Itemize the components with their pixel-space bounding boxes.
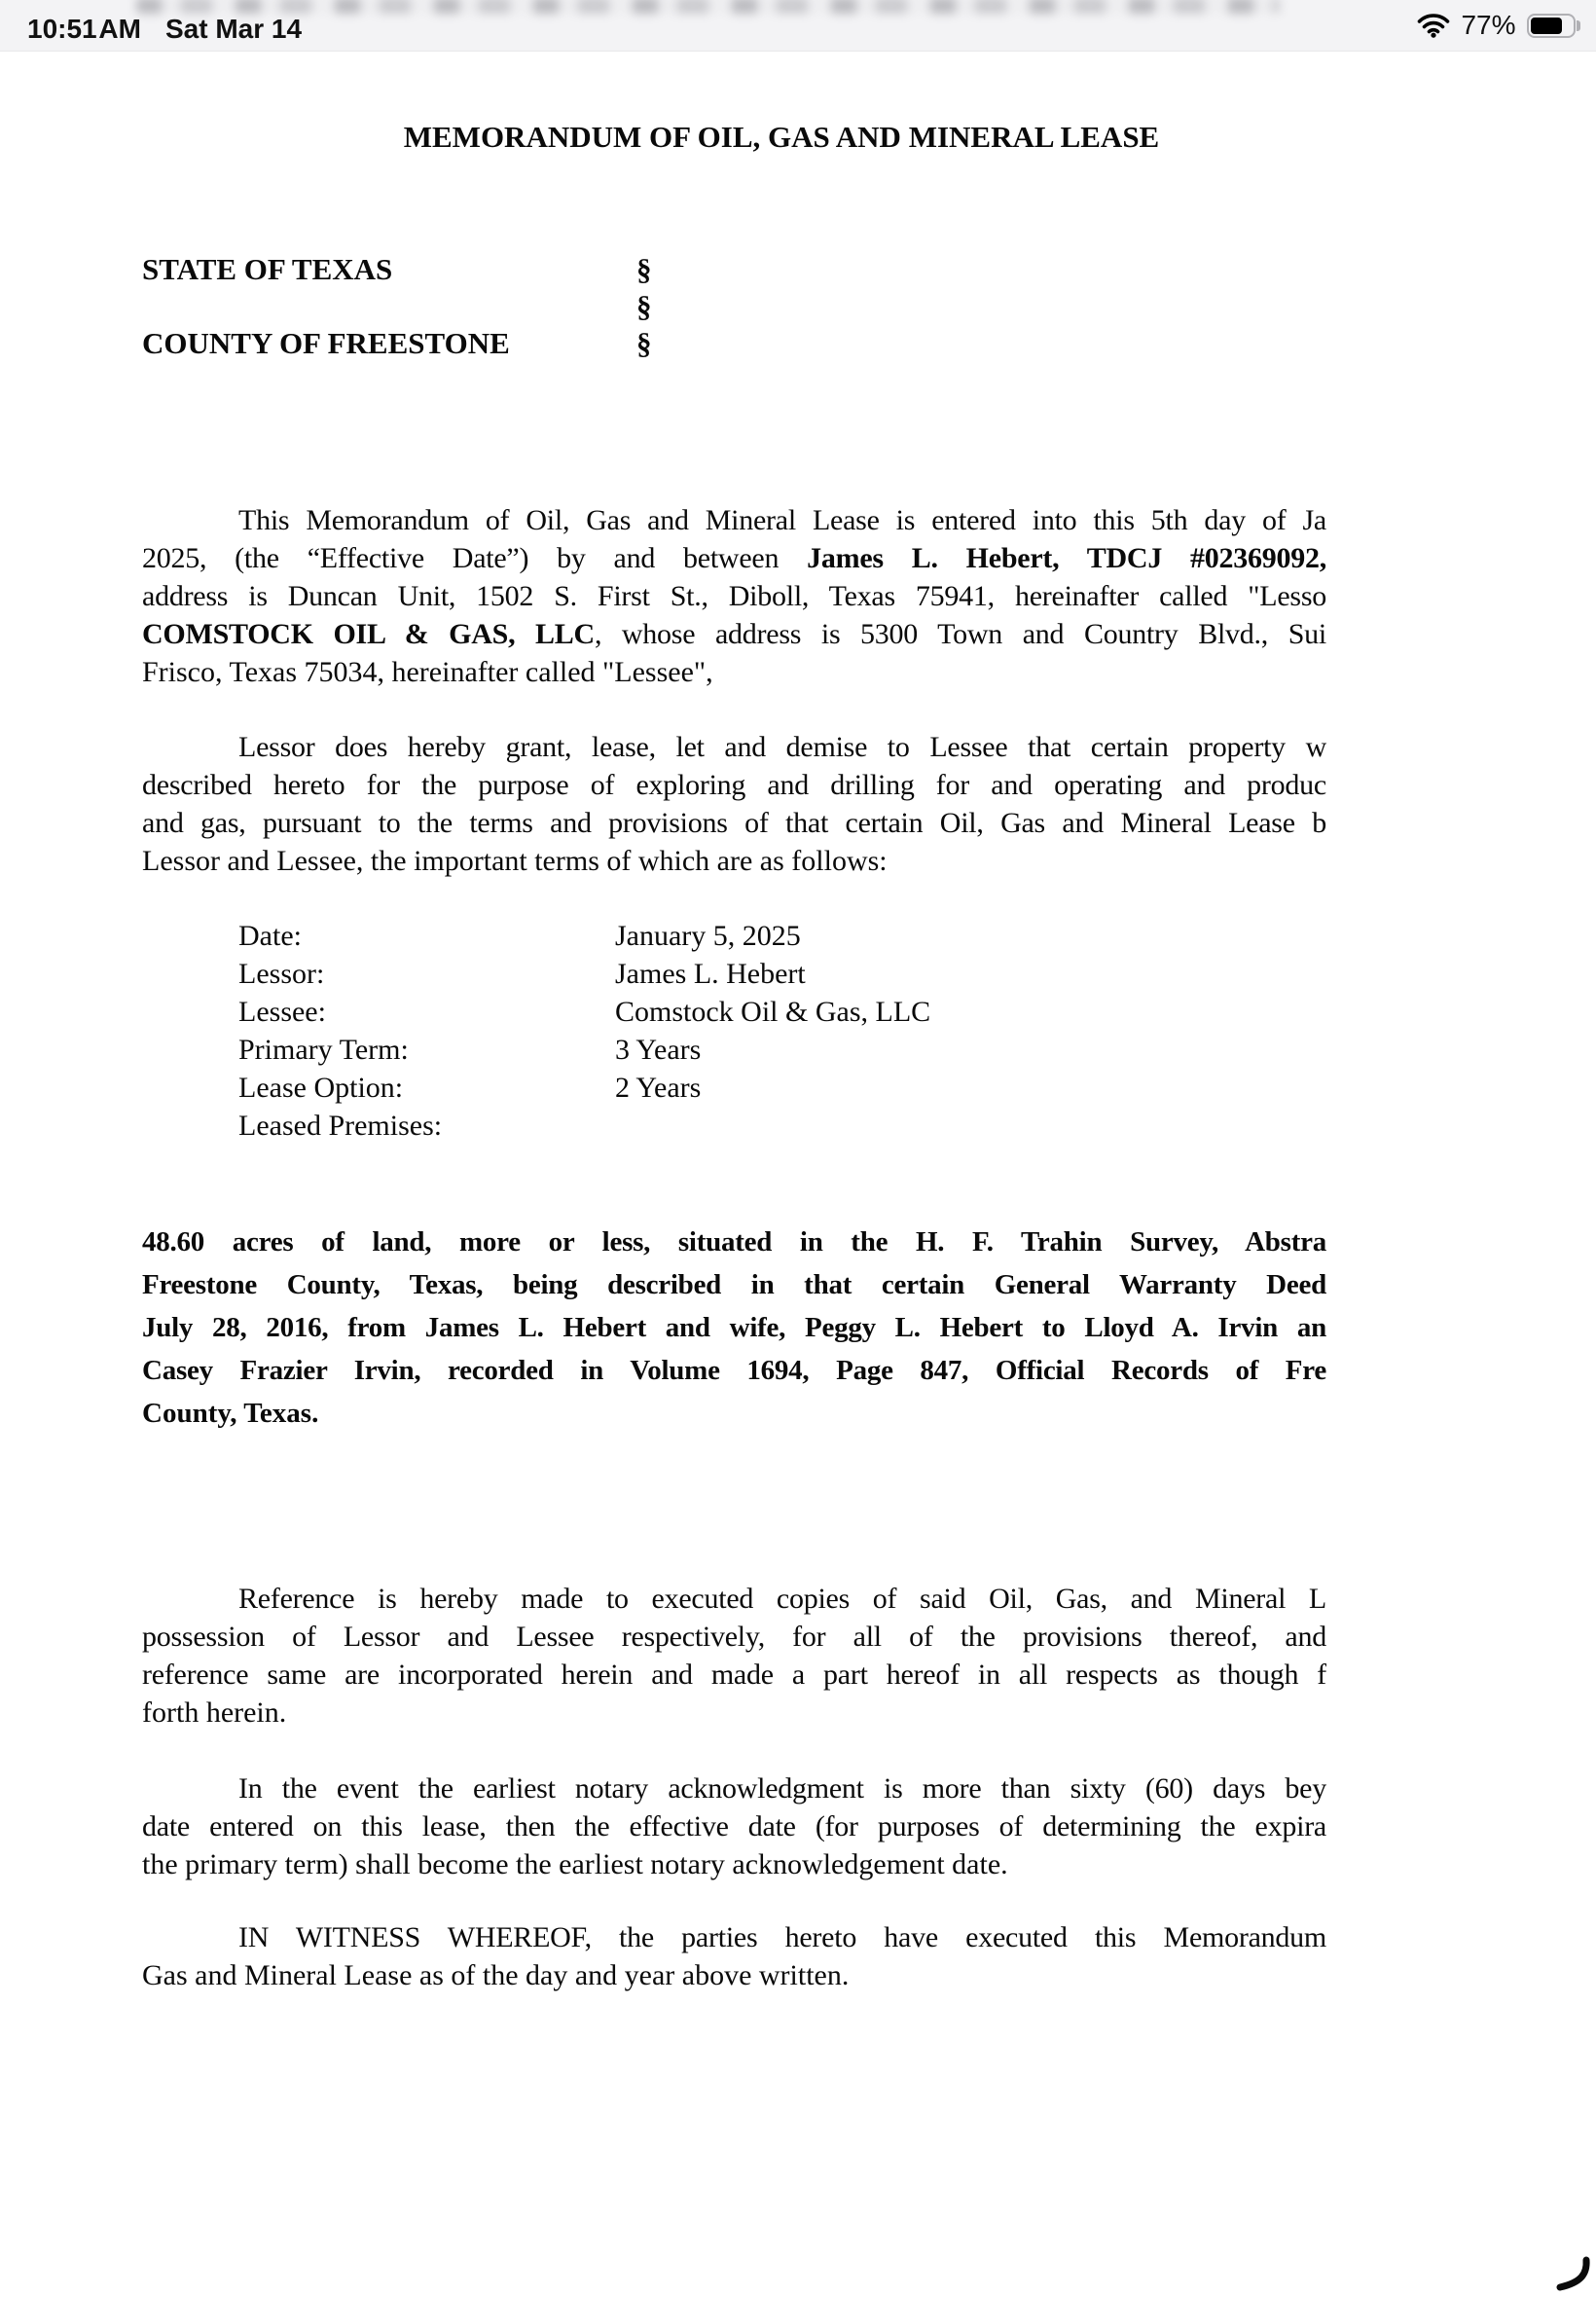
text-line <box>142 1618 1326 1656</box>
text-segment: address is Duncan Unit, 1502 S. First St., Diboll, Texas 75941, hereinafter called "Lesso <box>142 580 1326 612</box>
document-title: MEMORANDUM OF OIL, GAS AND MINERAL LEASE <box>403 120 1160 154</box>
text-line <box>142 804 1326 842</box>
jurat-county-label: COUNTY OF FREESTONE <box>142 326 510 360</box>
term-label: Primary Term: <box>238 1034 409 1066</box>
terms-row <box>142 993 1326 1031</box>
battery-fill <box>1531 18 1562 34</box>
term-value: Comstock Oil & Gas, LLC <box>615 996 931 1028</box>
paragraph-grant <box>142 728 1326 880</box>
jurat-row <box>142 325 1326 362</box>
paragraph-notary <box>142 1769 1326 1883</box>
text-line <box>142 501 1326 539</box>
term-label: Lessor: <box>238 958 325 990</box>
section-symbol: § <box>636 326 652 360</box>
text-line <box>142 1221 1326 1263</box>
paragraph-intro <box>142 501 1326 691</box>
text-line <box>142 766 1326 804</box>
paragraph-leased-premises <box>142 1221 1326 1435</box>
term-label: Leased Premises: <box>238 1110 443 1142</box>
jurat-block <box>142 251 1326 362</box>
text-line <box>142 1845 1326 1883</box>
text-line <box>142 1807 1326 1845</box>
text-line <box>142 728 1326 766</box>
blurred-text-band <box>136 0 1280 14</box>
term-label: Lease Option: <box>238 1072 404 1104</box>
text-segment: date entered on this lease, then the effective date (for purposes of determining the expira <box>142 1810 1326 1842</box>
term-value: January 5, 2025 <box>615 920 801 952</box>
lease-terms-table <box>142 917 1326 1145</box>
term-value: 3 Years <box>615 1034 702 1066</box>
text-segment: forth herein. <box>142 1696 287 1729</box>
text-line <box>142 1349 1326 1392</box>
text-segment: This Memorandum of Oil, Gas and Mineral Lease is entered into this 5th day of Ja <box>238 504 1326 536</box>
section-symbol: § <box>636 252 652 286</box>
jurat-row <box>142 288 1326 325</box>
text-segment: Lessor does hereby grant, lease, let and demise to Lessee that certain property w <box>238 731 1326 763</box>
text-segment: Freestone County, Texas, being described in that certain General Warranty Deed <box>142 1269 1326 1300</box>
bold-text-segment: James L. Hebert, TDCJ #02369092, <box>807 542 1326 574</box>
text-line <box>142 1263 1326 1306</box>
text-line <box>142 577 1326 615</box>
text-segment: Gas and Mineral Lease as of the day and year above written. <box>142 1959 850 1991</box>
text-line <box>142 1918 1326 1956</box>
text-segment: Reference is hereby made to executed copies of said Oil, Gas, and Mineral L <box>238 1583 1326 1615</box>
terms-row <box>142 955 1326 993</box>
text-line <box>142 842 1326 880</box>
text-line <box>142 1694 1326 1732</box>
text-segment: 48.60 acres of land, more or less, situated in the H. F. Trahin Survey, Abstra <box>142 1226 1326 1258</box>
text-segment: Casey Frazier Irvin, recorded in Volume 1694, Page 847, Official Records of Fre <box>142 1355 1326 1386</box>
text-line <box>142 1580 1326 1618</box>
text-segment: the primary term) shall become the earliest notary acknowledgement date. <box>142 1848 1008 1880</box>
section-symbol: § <box>636 289 652 323</box>
status-bar <box>0 0 1596 52</box>
bold-text-segment: COMSTOCK OIL & GAS, LLC <box>142 618 595 650</box>
text-segment: Frisco, Texas 75034, hereinafter called "Lessee", <box>142 656 713 688</box>
terms-row <box>142 917 1326 955</box>
text-line <box>142 653 1326 691</box>
term-label: Lessee: <box>238 996 326 1028</box>
status-right-cluster <box>1417 0 1580 51</box>
text-line <box>142 1956 1326 1994</box>
text-line <box>142 1392 1326 1435</box>
term-label: Date: <box>238 920 302 952</box>
term-value: 2 Years <box>615 1072 702 1104</box>
jurat-state-label: STATE OF TEXAS <box>142 252 393 286</box>
text-segment: In the event the earliest notary acknowledgment is more than sixty (60) days bey <box>238 1772 1326 1805</box>
text-line <box>142 1769 1326 1807</box>
battery-nub <box>1577 20 1580 31</box>
text-line <box>142 1306 1326 1349</box>
text-segment: Lessor and Lessee, the important terms of which are as follows: <box>142 845 888 877</box>
status-time: 10:51 AM <box>27 14 141 44</box>
paragraph-witness <box>142 1918 1326 1994</box>
text-segment: IN WITNESS WHEREOF, the parties hereto have executed this Memorandum <box>238 1921 1326 1953</box>
text-line <box>142 615 1326 653</box>
text-line <box>142 539 1326 577</box>
jurat-row <box>142 251 1326 288</box>
text-line <box>142 1656 1326 1694</box>
text-segment: described hereto for the purpose of exploring and drilling for and operating and produc <box>142 769 1326 801</box>
text-segment: and gas, pursuant to the terms and provisions of that certain Oil, Gas and Mineral Lease b <box>142 807 1326 839</box>
text-segment: reference same are incorporated herein and made a part hereof in all respects as though f <box>142 1659 1326 1691</box>
wifi-icon <box>1417 13 1450 38</box>
pen-stroke-icon <box>1551 2250 1594 2295</box>
term-value: James L. Hebert <box>615 958 806 990</box>
battery-icon <box>1527 14 1581 38</box>
paragraph-reference <box>142 1580 1326 1732</box>
text-segment: July 28, 2016, from James L. Hebert and wife, Peggy L. Hebert to Lloyd A. Irvin an <box>142 1312 1326 1343</box>
text-segment: 2025, (the “Effective Date”) by and between <box>142 542 808 574</box>
battery-percentage: 77% <box>1461 10 1516 40</box>
status-date: Sat Mar 14 <box>165 14 303 44</box>
terms-row <box>142 1069 1326 1107</box>
text-segment: possession of Lessor and Lessee respectively, for all of the provisions thereof, and <box>142 1621 1326 1653</box>
terms-row <box>142 1031 1326 1069</box>
terms-row <box>142 1107 1326 1145</box>
text-segment: , whose address is 5300 Town and Country Blvd., Sui <box>594 618 1326 650</box>
text-segment: County, Texas. <box>142 1398 319 1429</box>
